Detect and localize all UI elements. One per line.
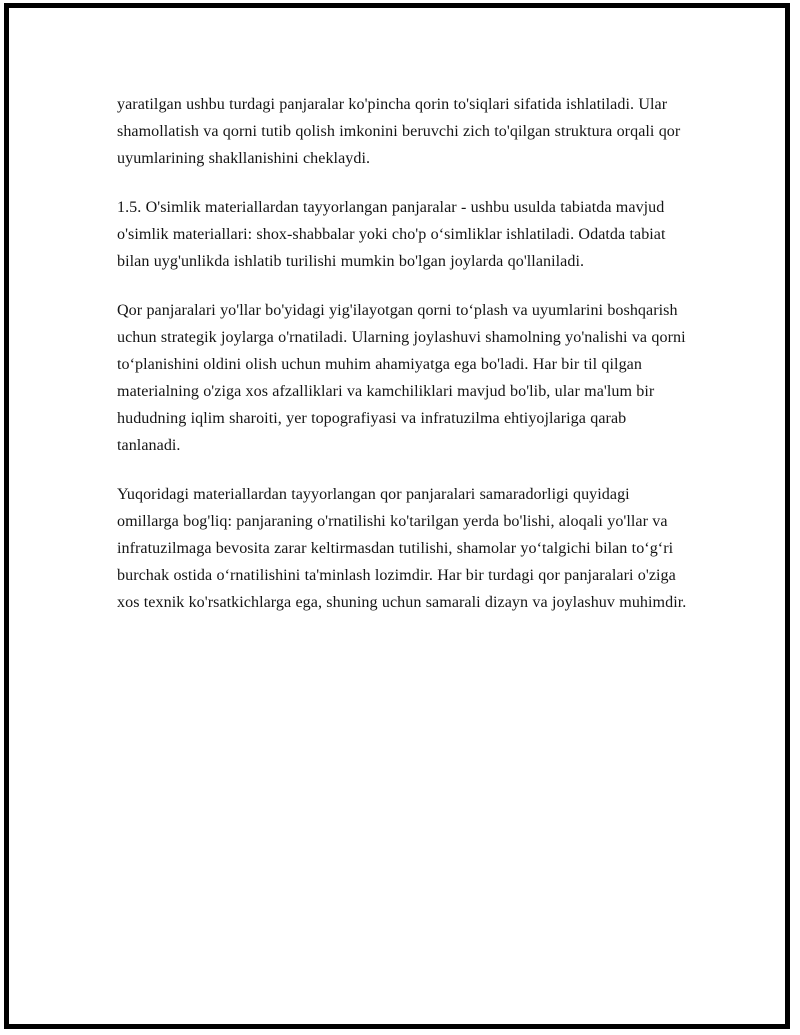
- paragraph-section-1-5-plant-materials: 1.5. O'simlik materiallardan tayyorlangan panjaralar - ushbu usulda tabiatda mavjud o'simlik materiallari: shox-shabbalar yoki cho'p oʻsimliklar ishlatiladi. Odatda tabiat bilan uyg'unlikda ishlatib turilishi mumkin bo'lgan joylarda qo'llaniladi.: [117, 199, 666, 270]
- document-page: [9, 8, 785, 1024]
- scan-border-frame: [4, 3, 790, 1029]
- paragraph-snow-fence-types: yaratilgan ushbu turdagi panjaralar ko'pincha qorin to'siqlari sifatida ishlatiladi. Ular shamollatish va qorni tutib qolish imkonini beruvchi zich to'qilgan struktura orqali qor uyumlarining shakllanishini cheklaydi.: [117, 96, 681, 167]
- paragraph-placement-and-material-selection: Qor panjaralari yo'llar bo'yidagi yig'ilayotgan qorni toʻplash va uyumlarini boshqarish uchun strategik joylarga o'rnatiladi. Ularning joylashuvi shamolning yo'nalishi va qorni toʻplanishini oldini olish uchun muhim ahamiyatga ega bo'ladi. Har bir til qilgan materialning o'ziga xos afzalliklari va kamchiliklari mavjud bo'lib, ular ma'lum bir hududning iqlim sharoiti, yer topografiyasi va infratuzilma ehtiyojlariga qarab tanlanadi.: [117, 302, 686, 454]
- paragraph-effectiveness-factors: Yuqoridagi materiallardan tayyorlangan qor panjaralari samaradorligi quyidagi omillarga bog'liq: panjaraning o'rnatilishi ko'tarilgan yerda bo'lishi, aloqali yo'llar va infratuzilmaga bevosita zarar keltirmasdan tutilishi, shamolar yoʻtalgichi bilan toʻgʻri burchak ostida oʻrnatilishini ta'minlash lozimdir. Har bir turdagi qor panjaralari o'ziga xos texnik ko'rsatkichlarga ega, shuning uchun samarali dizayn va joylashuv muhimdir.: [117, 486, 687, 611]
- document-text-body: [117, 91, 692, 616]
